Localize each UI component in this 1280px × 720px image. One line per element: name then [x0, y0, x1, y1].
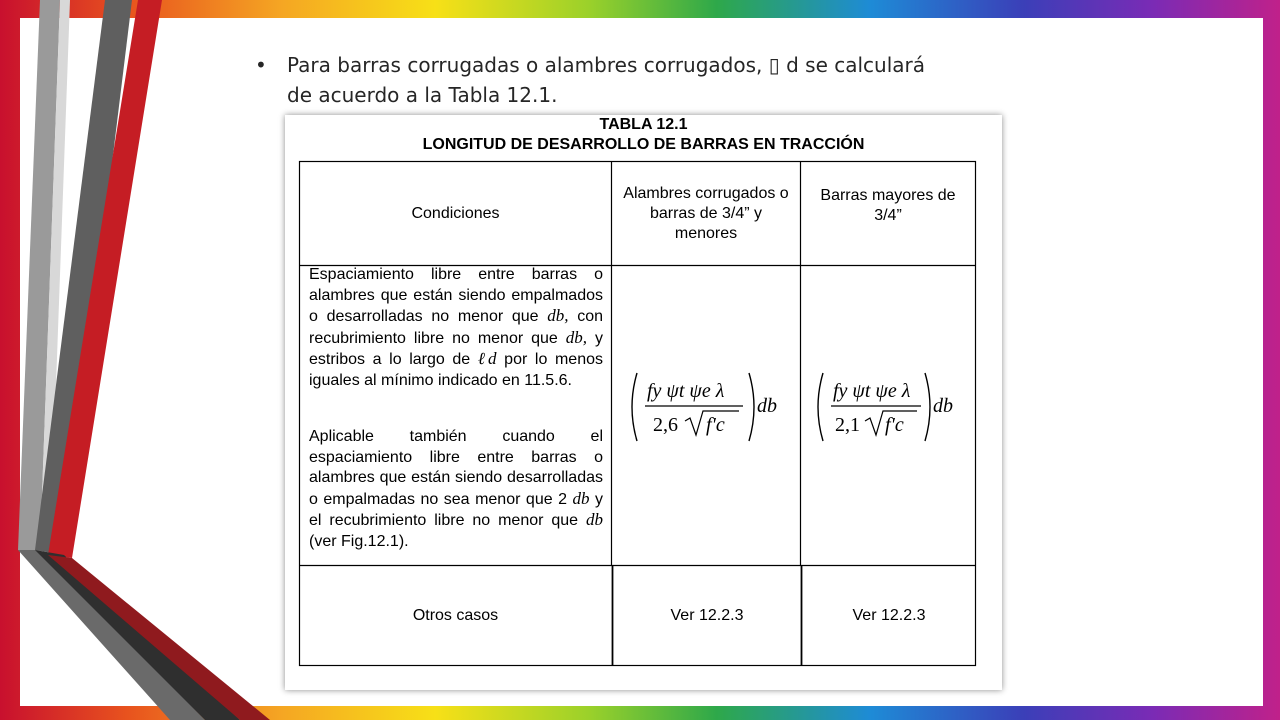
- row1-conditions-p2: Aplicable también cuando el espaciamiento libre entre barras o alambres que están siendo desarrolladas o empalmadas no sea menor que 2 db y el recubrimiento libre no menor que db (ver Fig.12.1).: [309, 428, 603, 550]
- row1-conditions-p1: Espaciamiento libre entre barras o alambres que están siendo empalmados o desarrolladas no menor que db, con recubrimiento libre no menor que db, y estribos a lo largo de ℓd por lo menos iguales al mínimo indicado en 11.5.6.: [309, 266, 604, 389]
- formula2-db: db: [933, 395, 953, 417]
- header-conditions: Condiciones: [411, 204, 500, 222]
- header-col2: Barras mayores de 3/4”: [820, 187, 956, 224]
- row2-col1: Ver 12.2.3: [670, 606, 744, 624]
- row2-col2: Ver 12.2.3: [852, 606, 926, 624]
- formula-large-bars: [813, 367, 973, 447]
- table-image: [285, 115, 1002, 690]
- bullet-marker: •: [255, 53, 267, 77]
- formula1-radicand: f'c: [706, 414, 725, 436]
- formula2-coef: 2,1: [835, 414, 860, 436]
- row2-conditions: Otros casos: [412, 606, 499, 624]
- formula1-coef: 2,6: [653, 414, 678, 436]
- table-title: TABLA 12.1: [599, 116, 688, 133]
- formula2-radicand: f'c: [885, 414, 904, 436]
- formula2-numerator: fy ψt ψe λ: [833, 380, 911, 402]
- formula1-db: db: [757, 395, 777, 417]
- formula1-numerator: fy ψt ψe λ: [647, 380, 725, 402]
- formula-small-bars: [627, 367, 787, 447]
- header-col1: Alambres corrugados o barras de 3/4” y menores: [623, 184, 789, 242]
- bullet-text: Para barras corrugadas o alambres corrugados, ▯ d se calculará de acuerdo a la Tabla 12.1.: [287, 53, 926, 107]
- table-subtitle: LONGITUD DE DESARROLLO DE BARRAS EN TRACCIÓN: [422, 136, 865, 153]
